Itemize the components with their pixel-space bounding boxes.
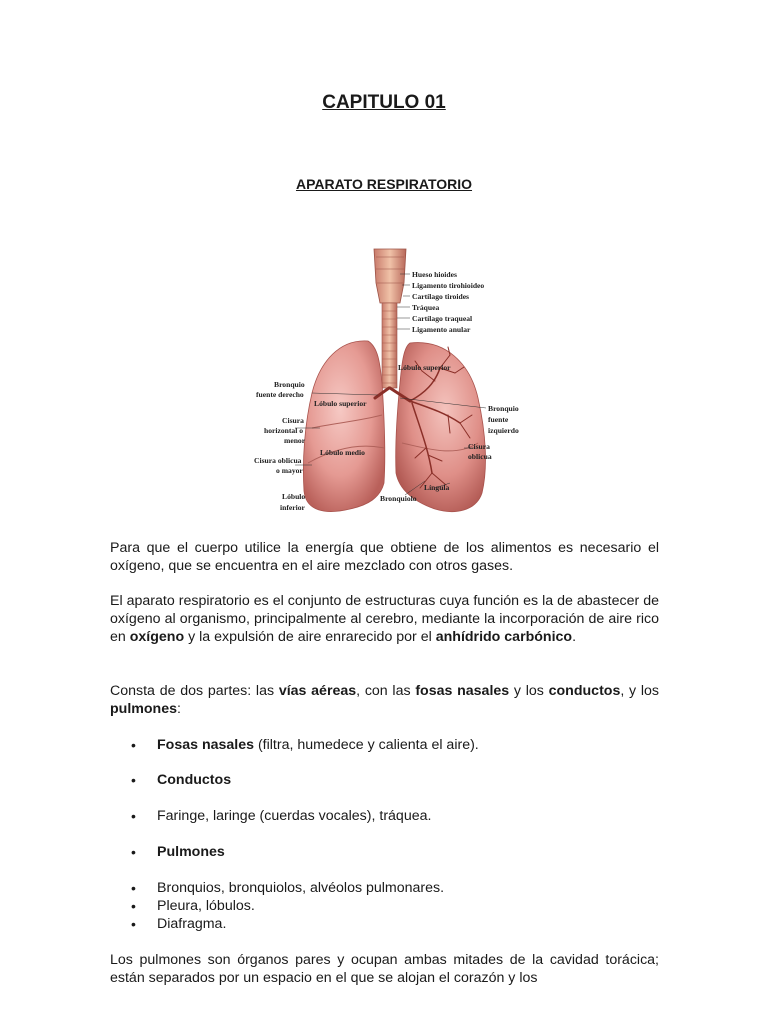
label-cartilago-traqueal: Cartílago traqueal [412, 314, 473, 323]
label-bronquio-derecho-1: Bronquio [274, 380, 305, 389]
label-bronquiolo: Bronquiolo [380, 494, 417, 503]
trachea-shape [382, 303, 397, 388]
label-lobulo-inferior-1: Lóbulo [282, 492, 306, 501]
label-ligamento-anular: Ligamento anular [412, 325, 471, 334]
label-lingula: Língula [424, 483, 450, 492]
label-cisura-horizontal-1: Cisura [282, 416, 304, 425]
paragraph-definition: El aparato respiratorio es el conjunto de estructuras cuya función es la de abastecer de oxígeno al organismo, principalmente al cerebro, mediante la incorporación de aire rico en oxígeno y la expulsión de aire enrarecido por el anhídrido carbónico. [110, 593, 659, 645]
label-bronquio-derecho-2: fuente derecho [256, 390, 304, 399]
label-lobulo-superior-derecho: Lóbulo superior [314, 399, 367, 408]
section-title: APARATO RESPIRATORIO [295, 176, 473, 192]
label-hueso-hioides: Hueso hioides [412, 270, 457, 279]
label-traquea: Tráquea [412, 303, 440, 312]
paragraph-lungs: Los pulmones son órganos pares y ocupan ambas mitades de la cavidad torácica; están separados por un espacio en el que se alojan el corazón y los [110, 952, 659, 986]
label-bronquio-izquierdo-3: izquierdo [488, 426, 519, 435]
label-bronquio-izquierdo-2: fuente [488, 415, 509, 424]
label-lobulo-superior-izquierdo: Lóbulo superior [398, 363, 451, 372]
label-lobulo-inferior-2: inferior [280, 503, 305, 512]
paragraph-parts: Consta de dos partes: las vías aéreas, con las fosas nasales y los conductos, y los pulmones: [110, 683, 660, 717]
label-cisura-oblicua-izq-2: oblicua [468, 452, 492, 461]
label-cisura-horizontal-3: menor [284, 436, 306, 445]
label-ligamento-tirohioideo: Ligamento tirohioideo [412, 281, 485, 290]
label-cisura-oblicua-2: o mayor [276, 466, 303, 475]
label-cartilago-tiroides: Cartílago tiroides [412, 292, 470, 301]
label-cisura-horizontal-2: horizontal o [264, 426, 304, 435]
label-cisura-oblicua-1: Cisura oblicua [254, 456, 302, 465]
label-lobulo-medio: Lóbulo medio [320, 448, 365, 457]
document-page: CAPITULO 01 APARATO RESPIRATORIO Hueso hioides Ligamento tirohioideo Cartílago tiroides Tráquea Cartílago traqueal Ligamento anular Lóbulo superior Bronquio fuente derecho Lóbulo superior Bronquio fuente izquierdo Cisura horizontal o menor Lóbulo medio Cisura oblicua o mayor Cisura oblicua Língula Bronquiolo Lóbulo inferior Para que el cuerpo utilice la energía que obtiene de los alimentos es necesario el oxígeno, que se encuentra en el aire mezclado con otros gases. El aparato respiratorio es el conjunto de estructuras cuya función es la de abastecer de oxígeno al organismo, principalmente al cerebro, mediante la incorporación de aire rico en oxígeno y la expulsión de aire enrarecido por el anhídrido carbónico. Consta de dos partes: las vías aéreas, con las fosas nasales y los conductos, y los pulmones: Fosas nasales (filtra, humedece y calienta el aire). Conductos Faringe, laringe (cuerdas vocales), tráquea. Pulmones Bronquios, bronquiolos, alvéolos pulmonares. Pleura, lóbulos. Diafragma. Los pulmones son órganos pares y ocupan ambas mitades de la cavidad torácica; están separados por un espacio en el que se alojan el corazón y los [0, 0, 768, 1024]
label-cisura-oblicua-izq-1: Cisura [468, 442, 490, 451]
larynx-shape [374, 249, 406, 303]
right-lung-shape [303, 341, 384, 512]
paragraph-intro: Para que el cuerpo utilice la energía que obtiene de los alimentos es necesario el oxígeno, que se encuentra en el aire mezclado con otros gases. [110, 540, 659, 574]
respiratory-system-illustration [250, 243, 540, 521]
label-bronquio-izquierdo-1: Bronquio [488, 404, 519, 413]
chapter-title: CAPITULO 01 [322, 92, 446, 113]
